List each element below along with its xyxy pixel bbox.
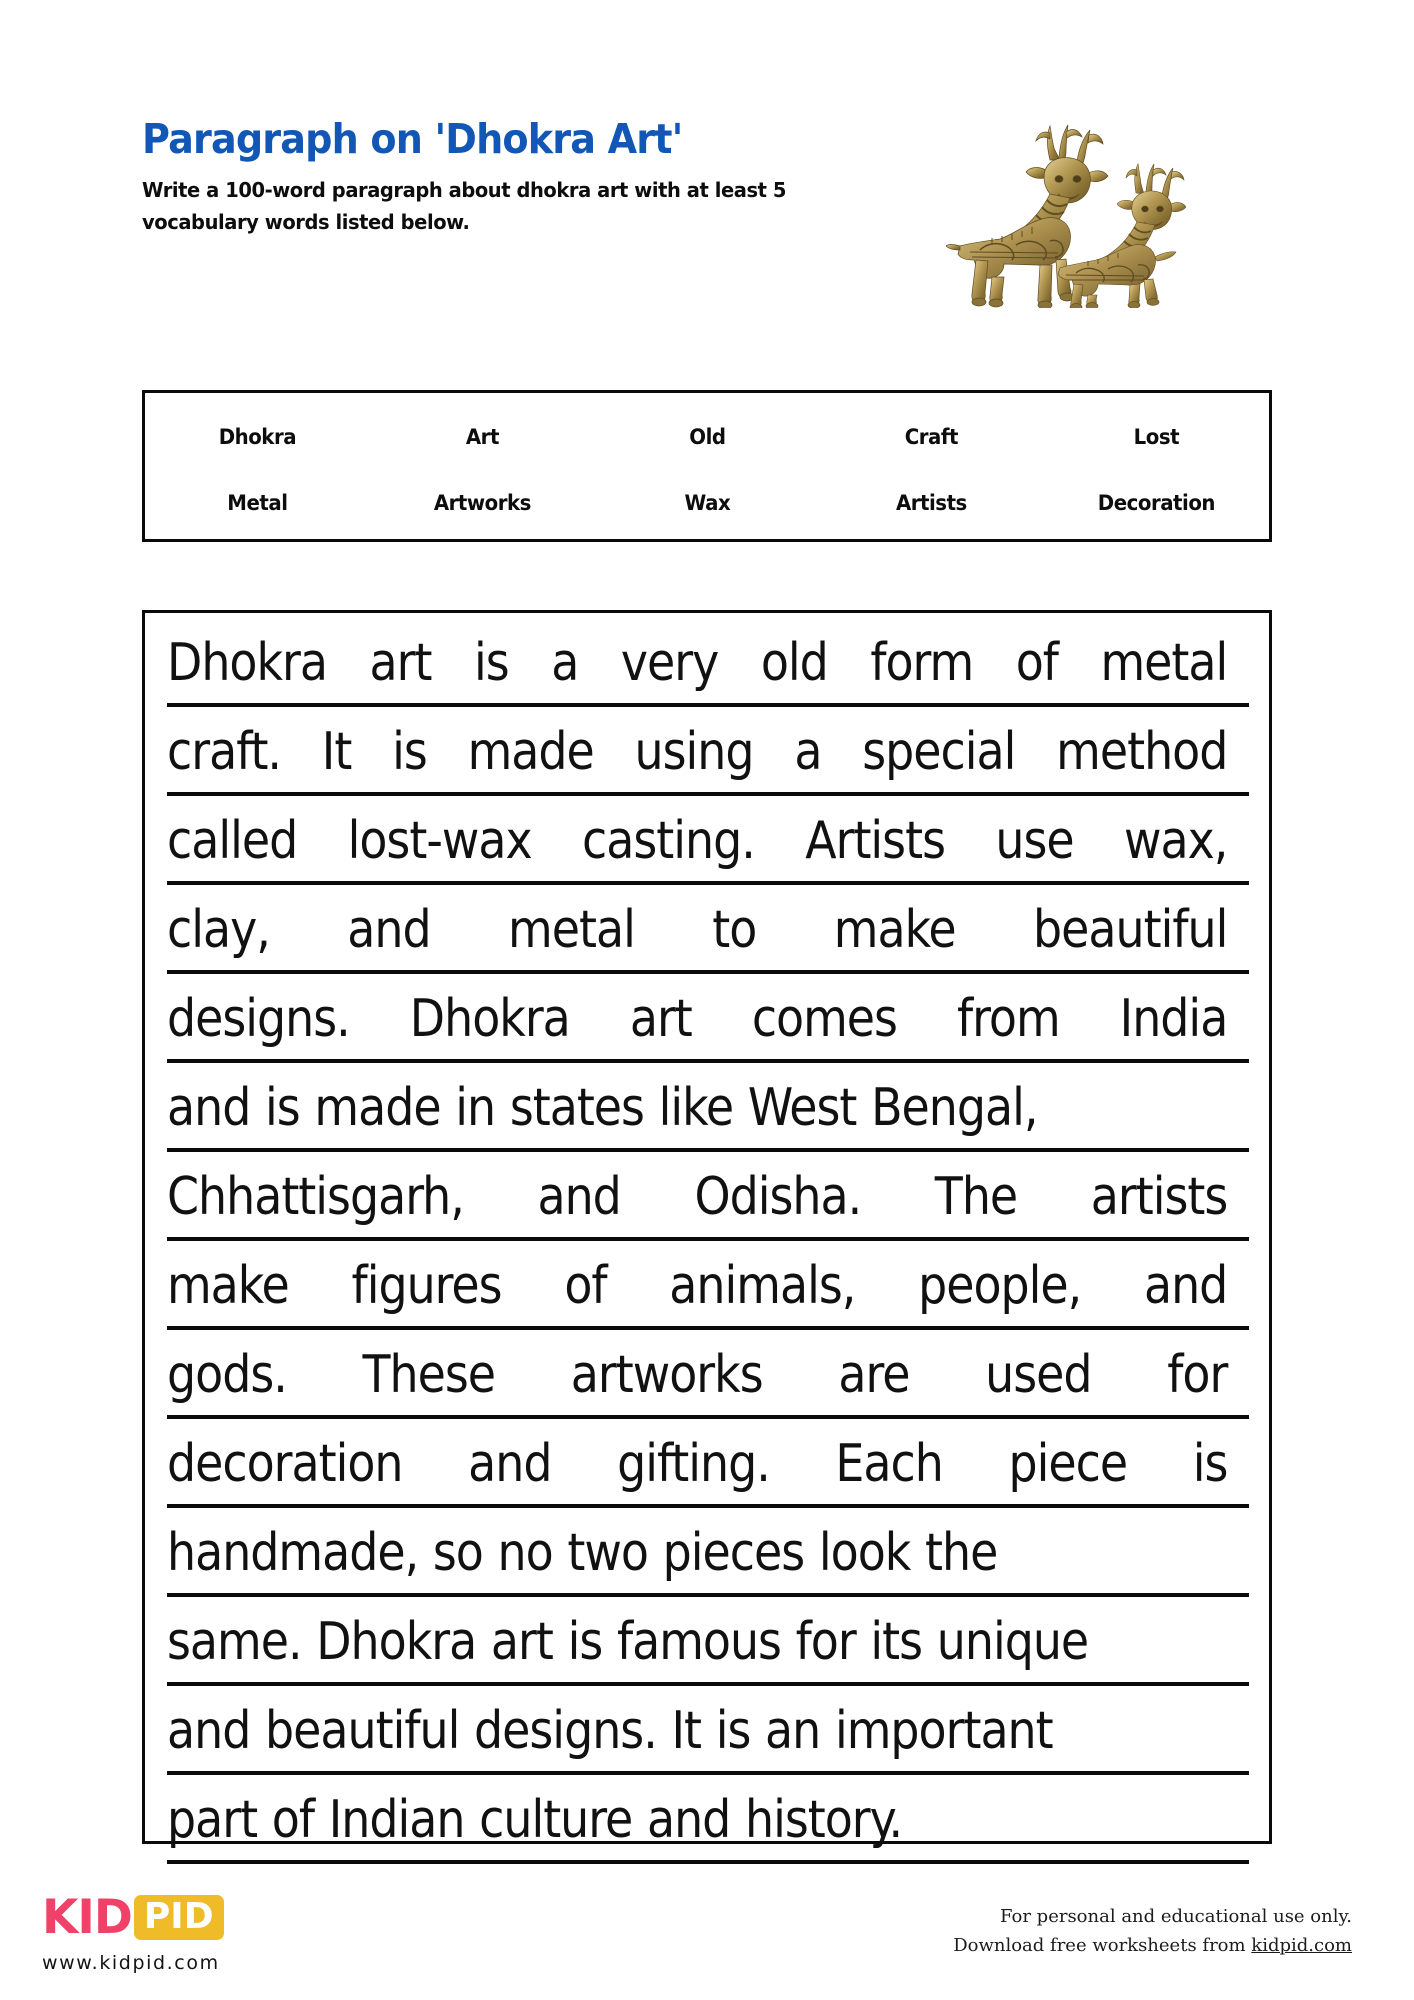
answer-line[interactable]: [167, 991, 1249, 1080]
vocabulary-word: Artworks: [433, 490, 531, 515]
answer-word: its: [870, 1612, 923, 1672]
answer-line[interactable]: [167, 1525, 1249, 1614]
answer-word: same.: [167, 1612, 302, 1672]
footer-notice: [953, 1902, 1352, 1960]
answer-word: and: [347, 900, 431, 960]
answer-word: pieces: [662, 1523, 805, 1583]
answer-line-text: [167, 1169, 1227, 1226]
answer-word: a: [794, 722, 822, 782]
answer-word: artists: [1090, 1167, 1228, 1227]
answer-word: and: [468, 1434, 552, 1494]
answer-word: from: [957, 989, 1060, 1049]
title-block: [142, 115, 882, 239]
answer-word: and: [167, 1701, 251, 1761]
page-instructions: Write a 100-word paragraph about dhokra art with at least 5 vocabulary words listed below.: [142, 178, 786, 234]
answer-word: It: [671, 1701, 701, 1761]
answer-word: piece: [1008, 1434, 1128, 1494]
answer-word: Indian: [328, 1790, 465, 1850]
dhokra-deer-icon: [946, 108, 1256, 308]
vocabulary-word: Decoration: [1097, 490, 1216, 515]
answer-line-text: [167, 1347, 1227, 1404]
writing-rule-line: [167, 1860, 1249, 1864]
answer-word: and: [537, 1167, 621, 1227]
answer-word: form: [870, 633, 974, 693]
answer-line[interactable]: [167, 1614, 1249, 1703]
answer-word: made: [467, 722, 594, 782]
writing-rule-line: [167, 703, 1249, 707]
answer-word: make: [167, 1256, 289, 1316]
answer-word: artworks: [570, 1345, 763, 1405]
writing-rule-line: [167, 1326, 1249, 1330]
answer-word: in: [455, 1078, 496, 1138]
answer-line[interactable]: [167, 1347, 1249, 1436]
writing-rule-line: [167, 1059, 1249, 1063]
answer-word: and: [167, 1078, 251, 1138]
vocabulary-word: Dhokra: [218, 424, 297, 449]
writing-rule-line: [167, 1682, 1249, 1686]
footer-notice-line2: [953, 1931, 1352, 1960]
answer-word: of: [1015, 633, 1058, 693]
answer-word: are: [838, 1345, 910, 1405]
answer-word: look: [818, 1523, 911, 1583]
kidpid-link[interactable]: kidpid.com: [1251, 1935, 1352, 1957]
answer-line[interactable]: [167, 1703, 1249, 1792]
answer-word: comes: [751, 989, 897, 1049]
answer-word: a: [551, 633, 579, 693]
page-title: Paragraph on 'Dhokra Art': [142, 115, 683, 163]
answer-word: and: [646, 1790, 731, 1850]
vocabulary-word: Old: [688, 424, 726, 449]
writing-rule-line: [167, 1593, 1249, 1597]
answer-line[interactable]: [167, 813, 1249, 902]
answer-word: states: [509, 1078, 644, 1138]
answer-word: special: [862, 722, 1016, 782]
answer-word: gifting.: [617, 1434, 770, 1494]
answer-word: Bengal,: [871, 1078, 1038, 1138]
kidpid-logo[interactable]: [42, 1890, 224, 1974]
answer-word: used: [985, 1345, 1092, 1405]
answer-line-text: [167, 902, 1227, 959]
answer-line-text: [167, 1080, 1227, 1137]
vocabulary-word: Lost: [1133, 424, 1180, 449]
answer-writing-box[interactable]: [142, 610, 1272, 1850]
logo-pid-text: PID: [134, 1895, 224, 1940]
answer-word: part: [167, 1790, 258, 1850]
answer-word: beautiful: [265, 1701, 460, 1761]
answer-word: like: [658, 1078, 734, 1138]
vocabulary-word: Wax: [684, 490, 730, 515]
answer-word: Odisha.: [694, 1167, 862, 1227]
answer-word: These: [362, 1345, 496, 1405]
answer-word: art: [629, 989, 692, 1049]
answer-word: animals,: [669, 1256, 856, 1316]
answer-word: wax,: [1123, 811, 1228, 871]
answer-word: using: [634, 722, 754, 782]
writing-rule-line: [167, 881, 1249, 885]
answer-line-text: [167, 724, 1227, 781]
answer-word: is: [392, 722, 427, 782]
writing-rule-line: [167, 792, 1249, 796]
answer-word: art: [369, 633, 432, 693]
answer-word: made: [314, 1078, 441, 1138]
answer-word: casting.: [582, 811, 755, 871]
writing-rule-line: [167, 1771, 1249, 1775]
worksheet-header: [142, 115, 1274, 318]
answer-word: craft.: [167, 722, 282, 782]
answer-word: important: [834, 1701, 1053, 1761]
answer-word: culture: [479, 1790, 633, 1850]
answer-word: Dhokra: [167, 633, 328, 693]
answer-word: gods.: [167, 1345, 287, 1405]
answer-word: is: [474, 633, 509, 693]
answer-line-text: [167, 991, 1227, 1048]
answer-word: history.: [744, 1790, 903, 1850]
answer-line-text: [167, 1792, 1227, 1849]
answer-line-text: [167, 635, 1227, 692]
answer-word: is: [1192, 1434, 1228, 1494]
writing-rule-line: [167, 1148, 1249, 1152]
answer-word: West: [747, 1078, 857, 1138]
answer-word: for: [1167, 1345, 1228, 1405]
answer-line-text: [167, 1258, 1227, 1315]
answer-word: clay,: [167, 900, 270, 960]
answer-word: beautiful: [1033, 900, 1228, 960]
answer-word: handmade,: [167, 1523, 419, 1583]
answer-word: method: [1056, 722, 1228, 782]
answer-word: lost-wax: [347, 811, 532, 871]
kidpid-logo-mark: [42, 1890, 224, 1944]
answer-line-text: [167, 1614, 1227, 1671]
answer-word: Each: [835, 1434, 943, 1494]
answer-word: very: [620, 633, 719, 693]
answer-word: of: [271, 1790, 315, 1850]
answer-word: no: [497, 1523, 553, 1583]
answer-word: of: [564, 1256, 607, 1316]
answer-word: Dhokra: [409, 989, 570, 1049]
answer-word: Artists: [805, 811, 945, 871]
answer-word: an: [765, 1701, 821, 1761]
answer-word: designs.: [474, 1701, 657, 1761]
writing-rule-line: [167, 1504, 1249, 1508]
answer-word: India: [1119, 989, 1228, 1049]
writing-rule-line: [167, 1415, 1249, 1419]
vocabulary-word: Artists: [896, 490, 968, 515]
answer-line[interactable]: [167, 1080, 1249, 1169]
answer-line-text: [167, 1525, 1227, 1582]
answer-word: metal: [508, 900, 635, 960]
answer-word: It: [321, 722, 352, 782]
dhokra-deer-artwork: [946, 108, 1256, 308]
writing-rule-line: [167, 1237, 1249, 1241]
answer-word: two: [567, 1523, 648, 1583]
answer-word: designs.: [167, 989, 350, 1049]
logo-kid-text: KID: [42, 1889, 132, 1945]
answer-word: art: [490, 1612, 553, 1672]
answer-line-text: [167, 813, 1227, 870]
answer-word: is: [265, 1078, 300, 1138]
writing-rule-line: [167, 970, 1249, 974]
vocabulary-word: Metal: [227, 490, 288, 515]
answer-word: famous: [616, 1612, 781, 1672]
footer-notice-prefix: Download free worksheets from: [953, 1935, 1252, 1957]
answer-line[interactable]: [167, 1258, 1249, 1347]
answer-word: make: [833, 900, 956, 960]
vocabulary-row: [145, 466, 1269, 539]
website-url: www.kidpid.com: [42, 1952, 220, 1974]
answer-word: The: [934, 1167, 1018, 1227]
vocabulary-row: [145, 393, 1269, 466]
page-footer: [0, 1884, 1414, 2000]
answer-word: use: [995, 811, 1074, 871]
answer-word: decoration: [167, 1434, 403, 1494]
answer-word: the: [925, 1523, 998, 1583]
footer-notice-line1: For personal and educational use only.: [1000, 1906, 1352, 1927]
answer-word: Dhokra: [316, 1612, 477, 1672]
answer-word: unique: [936, 1612, 1089, 1672]
answer-line[interactable]: [167, 724, 1249, 813]
answer-word: Chhattisgarh,: [167, 1167, 464, 1227]
vocabulary-word: Craft: [905, 424, 959, 449]
vocabulary-box: [142, 390, 1272, 542]
answer-word: and: [1143, 1256, 1228, 1316]
answer-word: old: [760, 633, 828, 693]
answer-word: for: [795, 1612, 856, 1672]
answer-word: figures: [351, 1256, 502, 1316]
answer-word: to: [712, 900, 757, 960]
answer-word: called: [167, 811, 298, 871]
answer-line[interactable]: [167, 1792, 1249, 1881]
answer-line[interactable]: [167, 1169, 1249, 1258]
answer-word: people,: [918, 1256, 1082, 1316]
answer-line[interactable]: [167, 1436, 1249, 1525]
vocabulary-word: Art: [465, 424, 499, 449]
answer-word: so: [432, 1523, 483, 1583]
answer-word: metal: [1100, 633, 1228, 693]
answer-line[interactable]: [167, 635, 1249, 724]
answer-line-text: [167, 1436, 1227, 1493]
answer-word: is: [567, 1612, 603, 1672]
answer-word: is: [715, 1701, 751, 1761]
answer-line[interactable]: [167, 902, 1249, 991]
answer-line-text: [167, 1703, 1227, 1760]
